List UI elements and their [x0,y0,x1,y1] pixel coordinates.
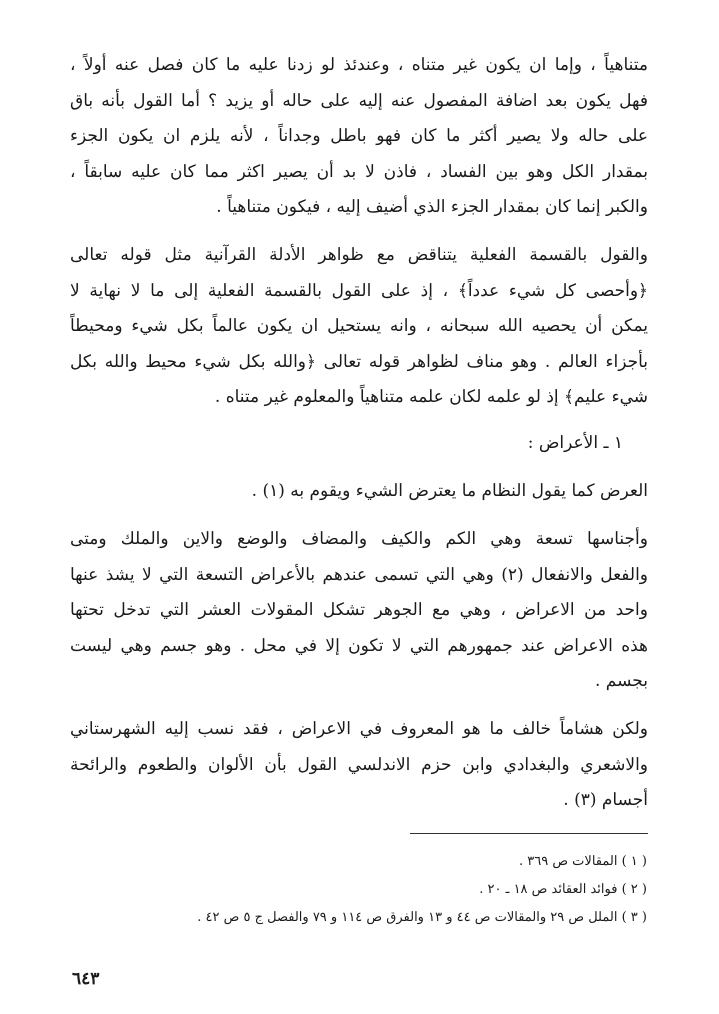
text-line: بأجزاء العالم . وهو مناف لظواهر قوله تعالى ﴿والله بكل شيء محيط والله بكل [70,351,648,372]
text-line: وأجناسها تسعة وهي الكم والكيف والمضاف والوضع والاين والملك ومتى [70,529,648,549]
text-line: والفعل والانفعال (٢) وهي التي تسمى عندهم بالأعراض التسعة التي لا يشذ عنها [70,564,648,585]
paragraph-3 [70,474,648,510]
paragraph-1 [70,48,648,226]
section-heading: ١ ـ الأعراض : [527,433,623,453]
footnote-1: ( ١ ) المقالات ص ٣٦٩ . [518,854,647,869]
text-line: متناهياً ، وإما ان يكون غير متناه ، وعندئذ لو زدنا عليه ما كان فصل عنه أولاً ، [70,55,648,75]
text-line: شيء عليم﴾ إذ لو علمه لكان علمه متناهياً والمعلوم غير متناه . [214,387,648,407]
text-line: ولكن هشاماً خالف ما هو المعروف في الاعراض ، فقد نسب إليه الشهرستاني [70,719,648,739]
footnote-2: ( ٢ ) فوائد العقائد ص ١٨ ـ ٢٠ . [479,882,647,897]
paragraph-2 [70,238,648,416]
text-line: العرض كما يقول النظام ما يعترض الشيء ويقوم به (١) . [251,481,648,501]
text-line: على حاله ولا يصير أكثر ما كان فهو باطل وجداناً ، لأنه يلزم ان يكون الجزء [70,126,648,146]
footnote-divider [410,833,648,834]
page-number: ٦٤٣ [72,969,100,989]
text-line: ﴿وأحصى كل شيء عدداً﴾ ، إذ على القول بالقسمة الفعلية إلى ما لا نهاية لا [70,280,648,301]
text-line: بجسم . [595,671,648,691]
text-line: أجسام (٣) . [563,790,648,810]
paragraph-4 [70,522,648,700]
text-line: فهل يكون بعد اضافة المفصول عنه إليه على حاله أو يزيد ؟ أما القول بأنه باق [70,90,648,111]
text-line: واحد من الاعراض ، وهي مع الجوهر تشكل المقولات العشر التي تدخل تحتها [70,600,648,620]
text-line: والقول بالقسمة الفعلية يتناقض مع ظواهر الأدلة القرآنية مثل قوله تعالى [70,245,648,265]
text-line: والاشعري والبغدادي وابن حزم الاندلسي القول بأن الألوان والطعوم والرائحة [70,754,648,775]
text-line: بمقدار الكل وهو بين الفساد ، فاذن لا بد أن يصير اكثر مما كان عليه سابقاً ، [70,161,648,182]
text-line: والكبر إنما كان بمقدار الجزء الذي أضيف إليه ، فيكون متناهياً . [216,197,648,217]
paragraph-5 [70,712,648,819]
footnote-3: ( ٣ ) الملل ص ٢٩ والمقالات ص ٤٤ و ١٣ والفرق ص ١١٤ و ٧٩ والفصل ج ٥ ص ٤٢ . [197,910,647,925]
text-line: هذه الاعراض عند جمهورهم التي لا تكون إلا في محل . وهو جسم وهي ليست [70,635,648,656]
text-line: يمكن أن يحصيه الله سبحانه ، وانه يستحيل ان يكون عالماً بكل شيء ومحيطاً [70,316,648,336]
